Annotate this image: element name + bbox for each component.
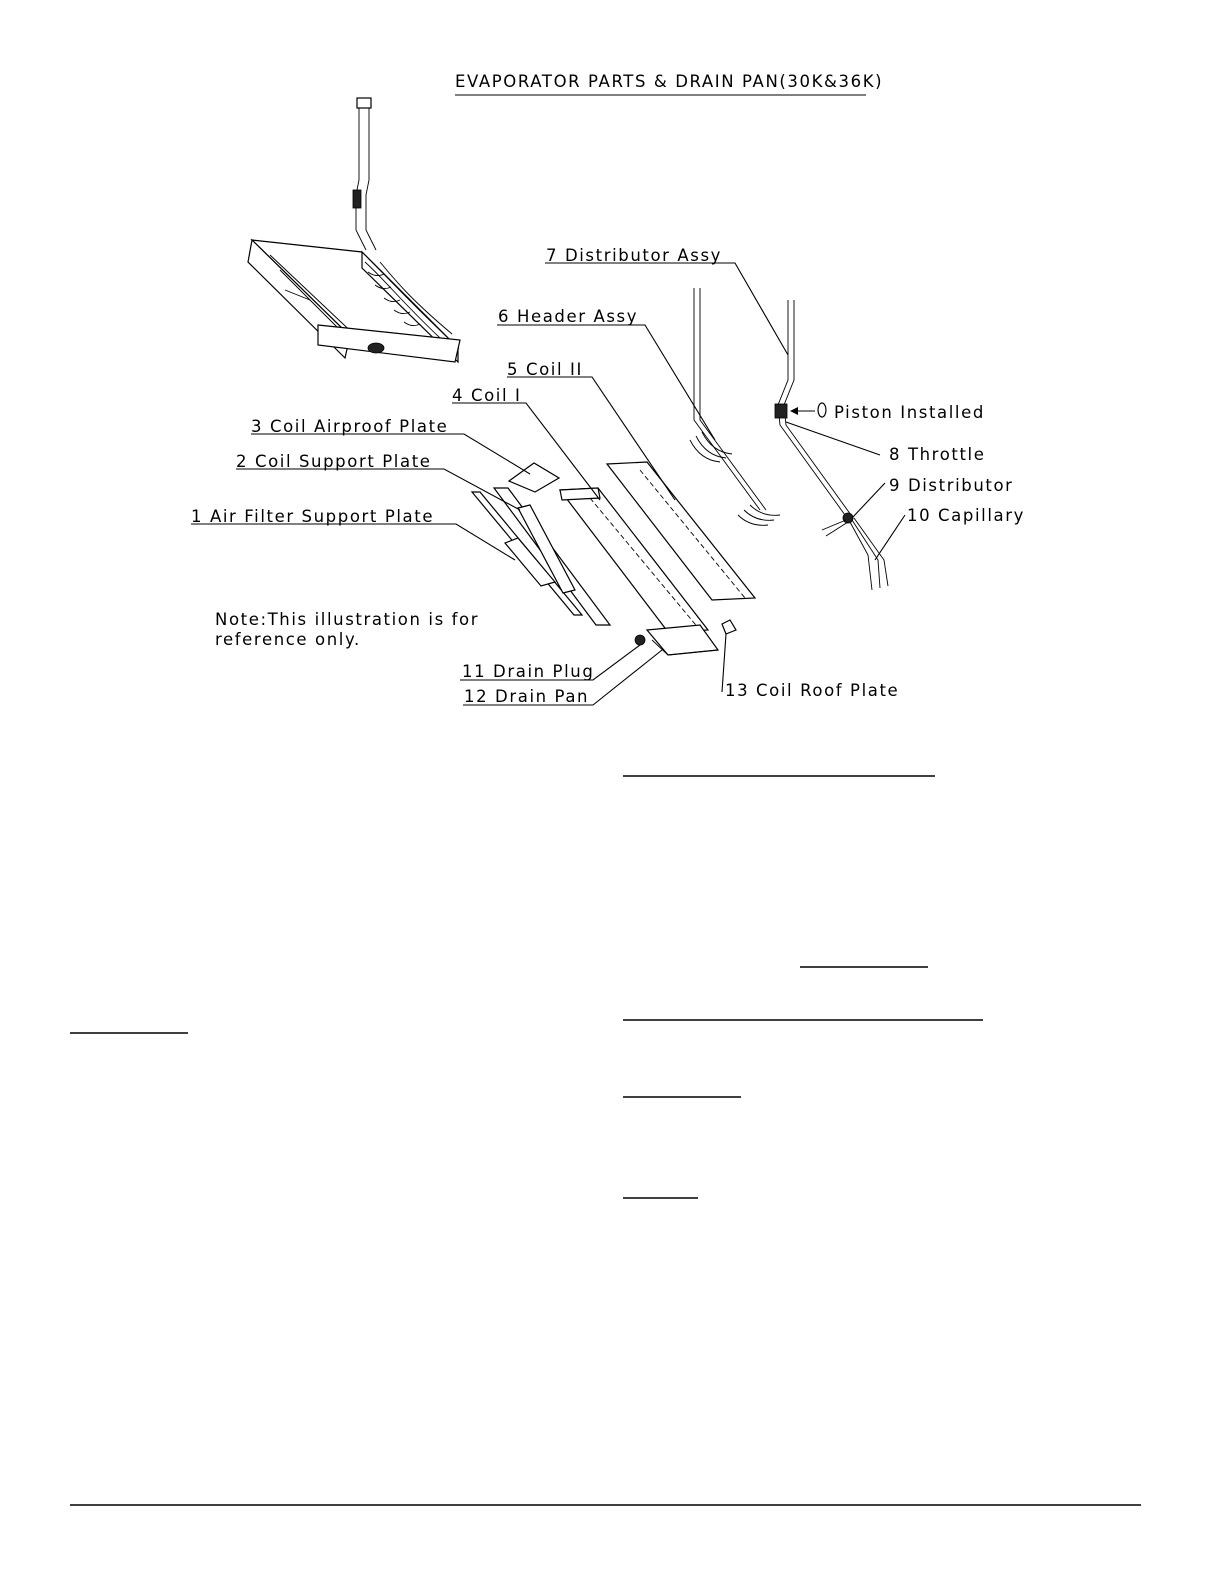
coil-airproof-plate-drawing bbox=[509, 463, 559, 492]
label-header-assy: 6 Header Assy bbox=[498, 307, 639, 326]
piston-icon bbox=[818, 403, 826, 417]
assembled-evaporator-drawing bbox=[248, 98, 460, 362]
note-line-1: Note:This illustration is for bbox=[215, 610, 480, 629]
label-coil-ii: 5 Coil II bbox=[507, 360, 583, 379]
label-distributor-assy: 7 Distributor Assy bbox=[546, 246, 723, 265]
label-air-filter-support-plate: 1 Air Filter Support Plate bbox=[191, 507, 435, 526]
label-drain-plug: 11 Drain Plug bbox=[462, 662, 595, 681]
label-distributor: 9 Distributor bbox=[889, 476, 1014, 495]
label-coil-airproof-plate: 3 Coil Airproof Plate bbox=[251, 417, 449, 436]
piston-arrow-head bbox=[790, 407, 798, 415]
blank-rules bbox=[70, 776, 983, 1198]
note-line-2: reference only. bbox=[215, 630, 361, 649]
label-coil-i: 4 Coil I bbox=[452, 386, 522, 405]
label-coil-support-plate: 2 Coil Support Plate bbox=[236, 452, 432, 471]
distributor-assy-drawing bbox=[775, 300, 888, 590]
label-piston-installed: Piston Installed bbox=[834, 403, 985, 422]
label-throttle: 8 Throttle bbox=[889, 445, 986, 464]
label-drain-pan: 12 Drain Pan bbox=[464, 687, 590, 706]
label-coil-roof-plate: 13 Coil Roof Plate bbox=[725, 681, 900, 700]
diagram-title: EVAPORATOR PARTS & DRAIN PAN(30K&36K) bbox=[455, 72, 884, 91]
header-assy-drawing bbox=[690, 288, 780, 525]
label-capillary: 10 Capillary bbox=[907, 506, 1025, 525]
